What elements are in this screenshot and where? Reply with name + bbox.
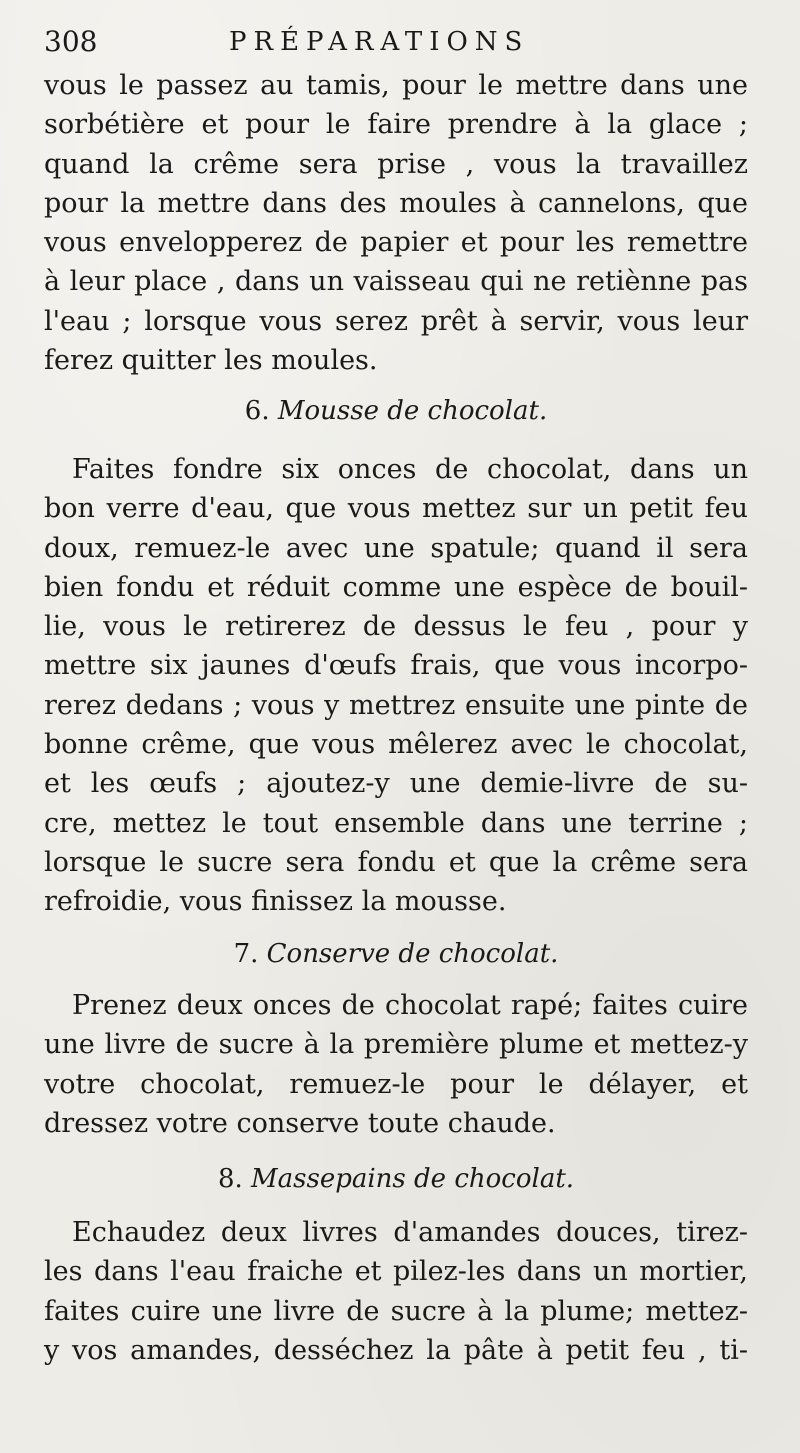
section-heading-8 <box>44 1159 748 1199</box>
text-line: doux, remuez-le avec une spatule; quand il sera <box>44 532 748 564</box>
text-line: refroidie, vous finissez la mousse. <box>44 886 507 918</box>
section-title: Massepains de chocolat. <box>251 1164 575 1194</box>
text-line: Echaudez deux livres d'amandes douces, tirez- <box>72 1217 748 1248</box>
text-line: mettre six jaunes d'œufs frais, que vous incorpo- <box>44 650 748 682</box>
text-line: les dans l'eau fraiche et pilez-les dans un mortier, <box>44 1256 748 1288</box>
running-head <box>44 22 756 62</box>
text-line: quand la crême sera prise , vous la travaillez <box>44 148 748 180</box>
text-line: y vos amandes, desséchez la pâte à petit feu , ti- <box>44 1334 748 1366</box>
text-line: bon verre d'eau, que vous mettez sur un petit feu <box>44 493 748 525</box>
text-line: votre chocolat, remuez-le pour le délayer, et <box>44 1068 748 1100</box>
text-line: cre, mettez le tout ensemble dans une terrine ; <box>44 807 748 839</box>
page-number: 308 <box>44 25 98 58</box>
text-line: sorbétière et pour le faire prendre à la glace ; <box>44 109 748 141</box>
text-line: rerez dedans ; vous y mettrez ensuite une pinte de <box>44 689 748 721</box>
section-title: Mousse de chocolat. <box>277 396 548 426</box>
text-line: bonne crême, que vous mêlerez avec le chocolat, <box>44 729 748 761</box>
text-line: une livre de sucre à la première plume et mettez-y <box>44 1029 748 1061</box>
section-heading-7 <box>44 934 748 974</box>
text-line: vous le passez au tamis, pour le mettre dans une <box>44 70 748 101</box>
paragraph-continued <box>44 66 748 380</box>
section-number: 8. <box>217 1164 243 1194</box>
text-line: bien fondu et réduit comme une espèce de bouil- <box>44 571 748 603</box>
text-line: pour la mettre dans des moules à cannelons, que <box>44 187 748 219</box>
text-line: dressez votre conserve toute chaude. <box>44 1107 556 1139</box>
running-title: PRÉPARATIONS <box>229 27 530 57</box>
section-number: 7. <box>233 939 259 969</box>
text-line: et les œufs ; ajoutez-y une demie-livre de su- <box>44 768 748 800</box>
section-7-paragraph <box>44 986 748 1143</box>
section-6-paragraph <box>44 450 748 922</box>
text-line: lie, vous le retirerez de dessus le feu , pour y <box>44 611 748 643</box>
section-8-paragraph <box>44 1213 748 1370</box>
text-line: Prenez deux onces de chocolat rapé; faites cuire <box>72 990 748 1021</box>
section-number: 6. <box>244 396 270 426</box>
text-line: lorsque le sucre sera fondu et que la crême sera <box>44 846 748 878</box>
text-line: Faites fondre six onces de chocolat, dans un <box>72 454 748 485</box>
section-title: Conserve de chocolat. <box>266 939 559 969</box>
text-line: ferez quitter les moules. <box>44 345 378 377</box>
text-line: à leur place , dans un vaisseau qui ne retiènne pas <box>44 266 748 298</box>
text-line: faites cuire une livre de sucre à la plume; mettez- <box>44 1295 748 1327</box>
section-heading-6 <box>44 391 748 431</box>
text-line: vous envelopperez de papier et pour les remettre <box>44 227 748 259</box>
text-line: l'eau ; lorsque vous serez prêt à servir, vous leur <box>44 305 748 337</box>
